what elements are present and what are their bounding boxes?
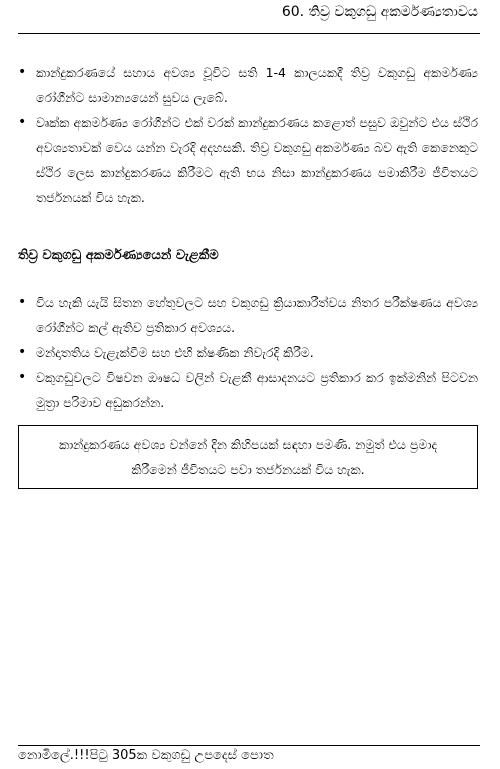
bullet-icon: • [18, 344, 27, 360]
bullet-icon: • [18, 294, 27, 310]
bullet-list-2 [18, 290, 478, 415]
bullet-icon: • [18, 114, 27, 130]
footer-divider [18, 745, 480, 746]
list-item-text: වකුගඩුවලට විෂවන ඖෂධ වලින් වැළකී ආසාදනයට ප්‍රතිකාර කර ඉක්මනින් පිටවන මුත්‍රා පරිමාව අඩුකරන්න. [36, 370, 478, 410]
bullet-icon: • [18, 369, 27, 385]
note-text: කාන්දුකරණය අවශ්‍ය වන්නේ දින කිහිපයක් සඳහා පමණි. නමුත් එය ප්‍රමාද කිරීමෙන් ජීවිතයට පවා තර්ජනයක් විය හැක. [59, 437, 437, 477]
header-divider [18, 33, 480, 34]
list-item [18, 60, 478, 110]
list-item-text: කාන්දුකරණයේ සහාය අවශ්‍ය වූවිට සති 1-4 කාලයකදී තිව්‍ර වකුගඩු අකර්මණ්‍ය රෝගීන්ට සාමාන්‍යයෙන් සුවය ලැබේ. [36, 65, 478, 105]
footer-text: නොමිලේ.!!!පිටු 305ක වකුගඩු උපදෙස් පොත [18, 748, 274, 763]
list-item [18, 110, 478, 210]
section-heading: තිව්‍ර වකුගඩු අකර්මණ්‍යයෙන් වැළකීම [18, 248, 219, 263]
list-item-text: විය හැකි යැයි සිතන හේතුවලට සහ වකුගඩු ක්‍රියාකාරීත්වය නිතර පරීක්ෂණය අවශ්‍ය රෝගීන්ට කල් ඇතිව ප්‍රතිකාර අවශ්‍යය. [36, 295, 478, 335]
list-item-text: වෘක්ක අකර්මණ්‍ය රෝගීන්ට එක් වරක් කාන්දුකරණය කළොත් පසුව ඔවුන්ට එය ස්ථිර අවශ්‍යතාවක් වෙය යන්න වැරදි අදහසකි. තිව්‍ර වකුගඩු අකර්මණ්‍ය බව ඇති කෙනෙකුට ස්ථිර ලෙස කාන්දුකරණය කිරීමට ඇති භය නිසා කාන්දුකරණය පමාකිරීම ජීවිතයට තර්ජනයක් විය හැක. [36, 115, 478, 205]
list-item [18, 365, 478, 415]
bullet-list-1 [18, 60, 478, 210]
list-item-text: මන්දාතතිය වැළැක්වීම සහ එහි ක්ෂණික නිවැරදි කිරීම. [36, 345, 314, 360]
list-item [18, 290, 478, 340]
list-item [18, 340, 478, 365]
bullet-icon: • [18, 64, 27, 80]
chapter-title: 60. තිව්‍ර වකුගඩු අකර්මණ්‍යතාවය [281, 4, 478, 20]
note-box [18, 425, 478, 489]
